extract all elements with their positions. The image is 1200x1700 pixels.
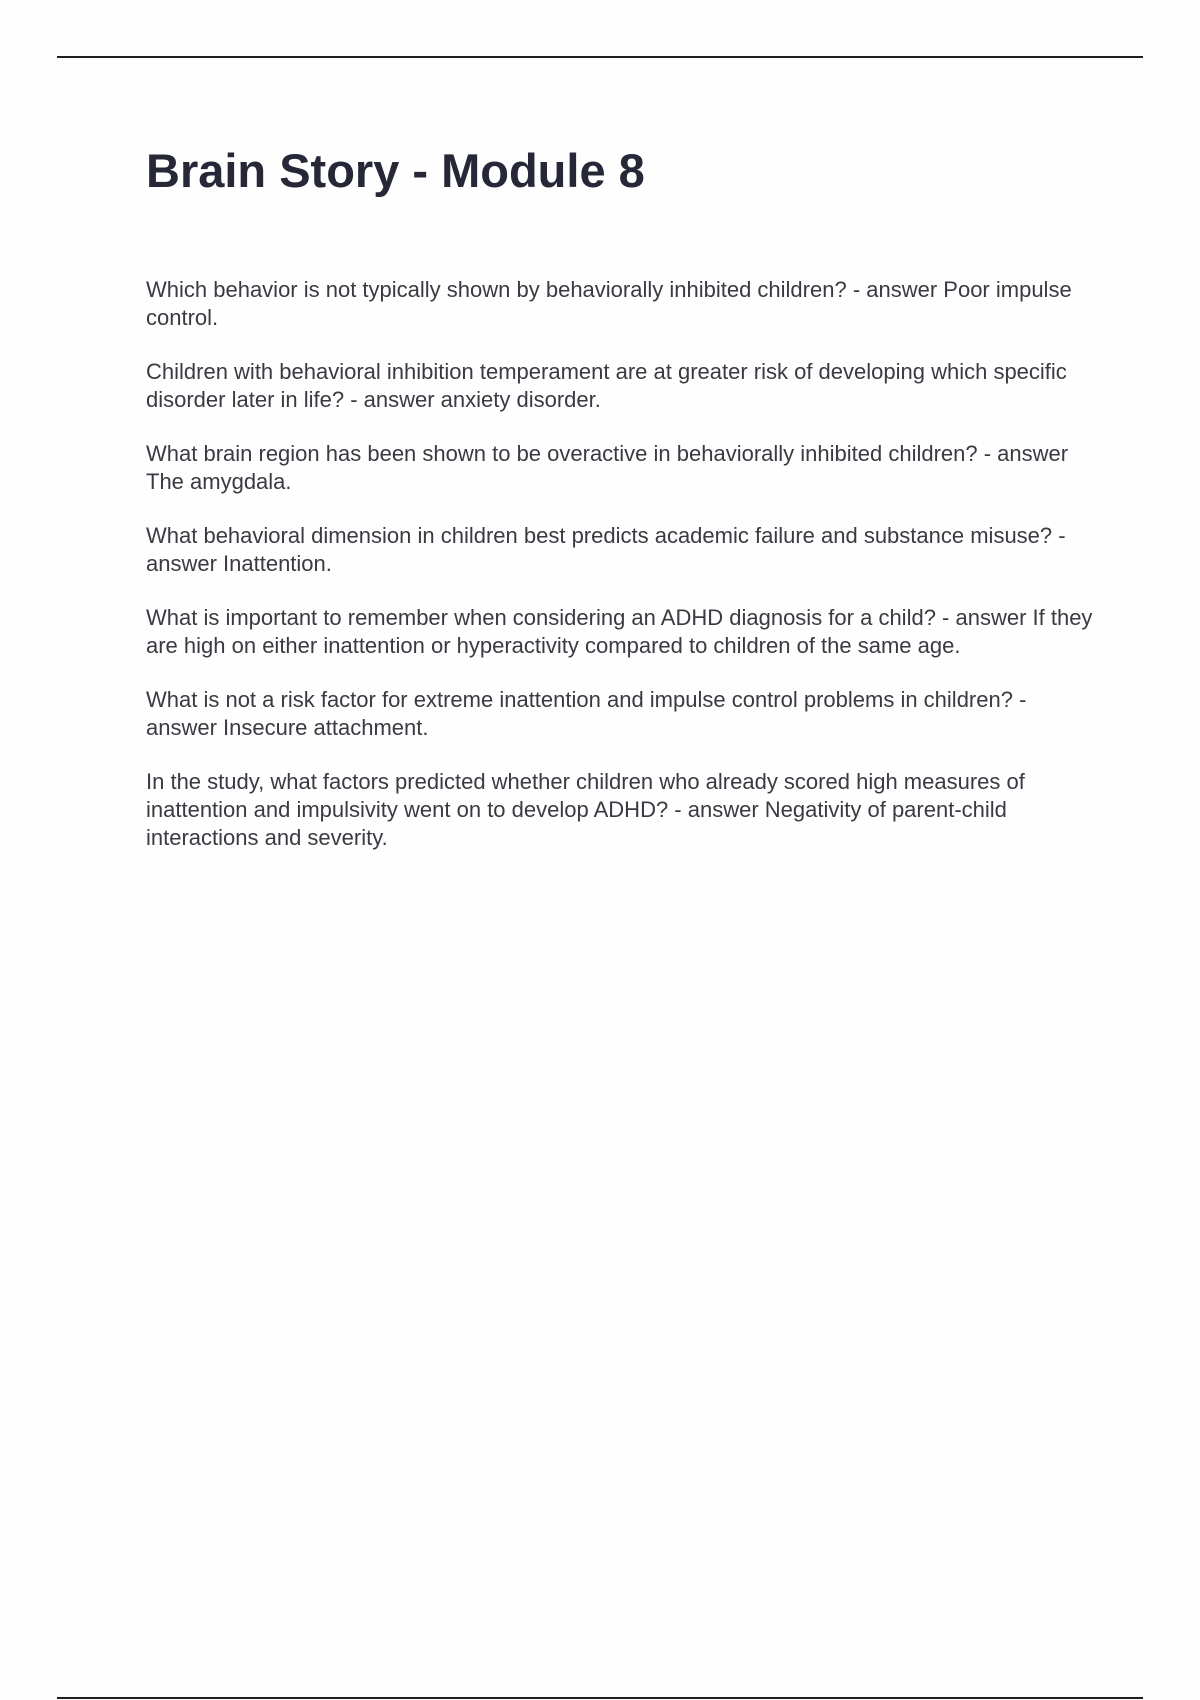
qa-item-4: What behavioral dimension in children best predicts academic failure and substance misuse? - answer Inattention. xyxy=(146,523,1066,576)
qa-item-3: What brain region has been shown to be overactive in behaviorally inhibited children? - answer The amygdala. xyxy=(146,441,1069,494)
qa-list xyxy=(146,276,1096,852)
bottom-rule xyxy=(57,1697,1143,1699)
document-body xyxy=(146,142,1096,878)
qa-item-5: What is important to remember when considering an ADHD diagnosis for a child? - answer If they are high on either inattention or hyperactivity compared to children of the same age. xyxy=(146,605,1093,658)
qa-item-1: Which behavior is not typically shown by behaviorally inhibited children? - answer Poor impulse control. xyxy=(146,277,1072,330)
page-title: Brain Story - Module 8 xyxy=(146,144,645,197)
qa-item-6: What is not a risk factor for extreme inattention and impulse control problems in children? - answer Insecure attachment. xyxy=(146,687,1027,740)
qa-item-2: Children with behavioral inhibition temperament are at greater risk of developing which specific disorder later in life? - answer anxiety disorder. xyxy=(146,359,1067,412)
top-rule xyxy=(57,56,1143,58)
qa-item-7: In the study, what factors predicted whether children who already scored high measures of inattention and impulsivity went on to develop ADHD? - answer Negativity of parent-child interactions and severity. xyxy=(146,769,1025,850)
